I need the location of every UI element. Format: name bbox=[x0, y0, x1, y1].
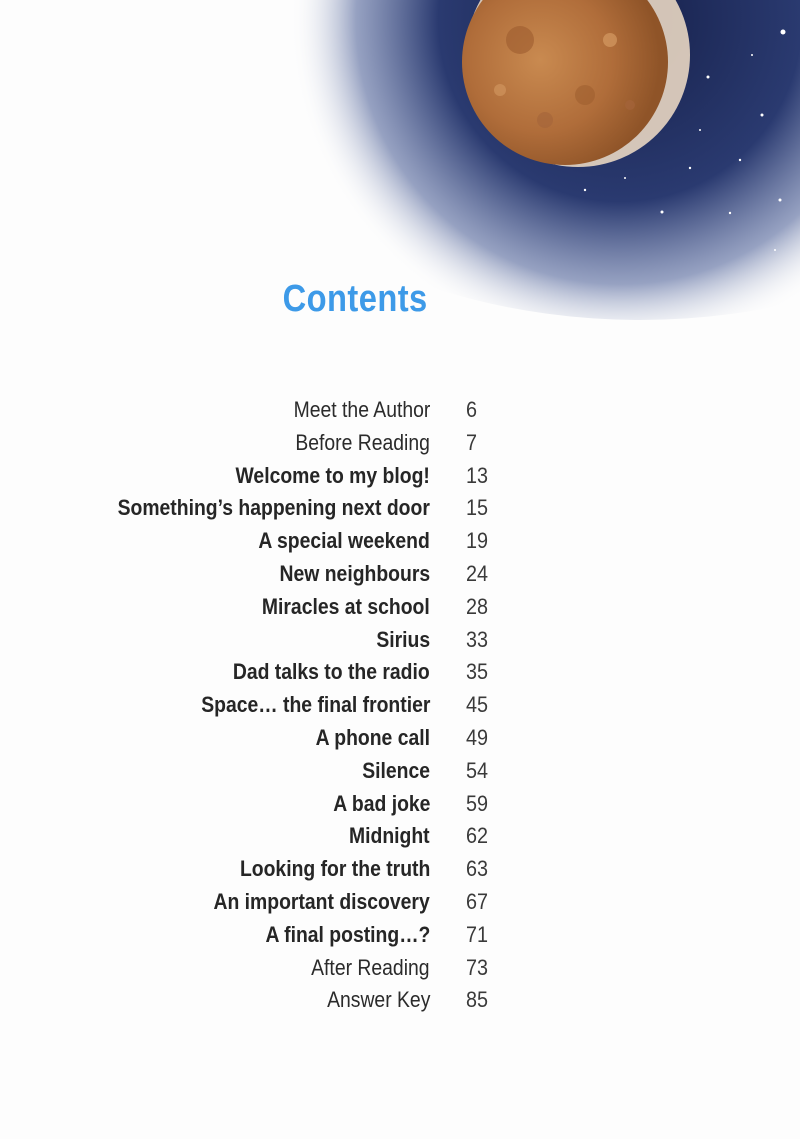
toc-entry-page-number: 45 bbox=[466, 692, 489, 718]
toc-entry-page-number: 15 bbox=[466, 495, 489, 521]
toc-entry-page-number: 62 bbox=[466, 823, 489, 849]
toc-entry bbox=[0, 427, 800, 460]
toc-entry-title: Miracles at school bbox=[262, 593, 430, 619]
toc-entry-page-number: 63 bbox=[466, 856, 489, 882]
toc-entry-page-number: 73 bbox=[466, 954, 489, 980]
toc-entry bbox=[0, 656, 800, 689]
toc-entry bbox=[0, 460, 800, 493]
toc-entry-title: A bad joke bbox=[332, 790, 430, 816]
toc-entry-title: Meet the Author bbox=[293, 397, 430, 422]
toc-entry bbox=[0, 755, 800, 788]
toc-entry-page-number: 24 bbox=[466, 560, 489, 586]
toc-entry-title: Dad talks to the radio bbox=[233, 659, 430, 685]
toc-entry bbox=[0, 591, 800, 624]
toc-entry-page-number: 33 bbox=[466, 626, 489, 652]
toc-entry-title: New neighbours bbox=[279, 560, 430, 586]
toc-entry bbox=[0, 886, 800, 919]
toc-entry-title: After Reading bbox=[311, 954, 430, 980]
toc-entry-page-number: 28 bbox=[466, 593, 489, 619]
toc-entry bbox=[0, 984, 800, 1017]
toc-entry-page-number: 19 bbox=[466, 528, 489, 554]
toc-entry bbox=[0, 788, 800, 821]
toc-entry-title: Space… the final frontier bbox=[200, 692, 430, 718]
toc-entry-title: A special weekend bbox=[258, 528, 430, 554]
toc-entry-title: Welcome to my blog! bbox=[235, 462, 430, 488]
toc-entry bbox=[0, 820, 800, 853]
toc-entry bbox=[0, 722, 800, 755]
toc-entry bbox=[0, 624, 800, 657]
toc-entry-page-number: 54 bbox=[466, 757, 489, 783]
toc-entry bbox=[0, 558, 800, 591]
toc-entry bbox=[0, 394, 800, 427]
page-title: Contents bbox=[282, 278, 428, 320]
toc-entry-page-number: 71 bbox=[466, 921, 489, 947]
toc-entry bbox=[0, 525, 800, 558]
toc-entry-title: Looking for the truth bbox=[239, 856, 430, 882]
toc-entry-title: An important discovery bbox=[213, 888, 430, 914]
toc-entry-title: Before Reading bbox=[295, 429, 430, 455]
toc-entry bbox=[0, 919, 800, 952]
toc-entry-page-number: 85 bbox=[466, 987, 489, 1013]
toc-entry-page-number: 13 bbox=[466, 462, 489, 488]
table-of-contents bbox=[0, 394, 800, 1017]
toc-entry-title: A phone call bbox=[315, 724, 430, 750]
toc-entry-page-number: 6 bbox=[466, 397, 478, 422]
toc-entry-page-number: 7 bbox=[466, 429, 478, 455]
toc-entry-title: A final posting…? bbox=[265, 921, 430, 947]
toc-entry-title: Answer Key bbox=[326, 987, 430, 1013]
toc-entry-title: Midnight bbox=[349, 823, 430, 849]
toc-entry-title: Silence bbox=[362, 757, 430, 783]
toc-entry bbox=[0, 689, 800, 722]
toc-entry bbox=[0, 492, 800, 525]
toc-entry bbox=[0, 952, 800, 985]
toc-entry-page-number: 59 bbox=[466, 790, 489, 816]
toc-entry-title: Sirius bbox=[376, 626, 430, 652]
toc-entry-title: Something’s happening next door bbox=[117, 495, 430, 521]
toc-entry bbox=[0, 853, 800, 886]
toc-entry-page-number: 35 bbox=[466, 659, 489, 685]
toc-entry-page-number: 67 bbox=[466, 888, 489, 914]
toc-entry-page-number: 49 bbox=[466, 724, 489, 750]
